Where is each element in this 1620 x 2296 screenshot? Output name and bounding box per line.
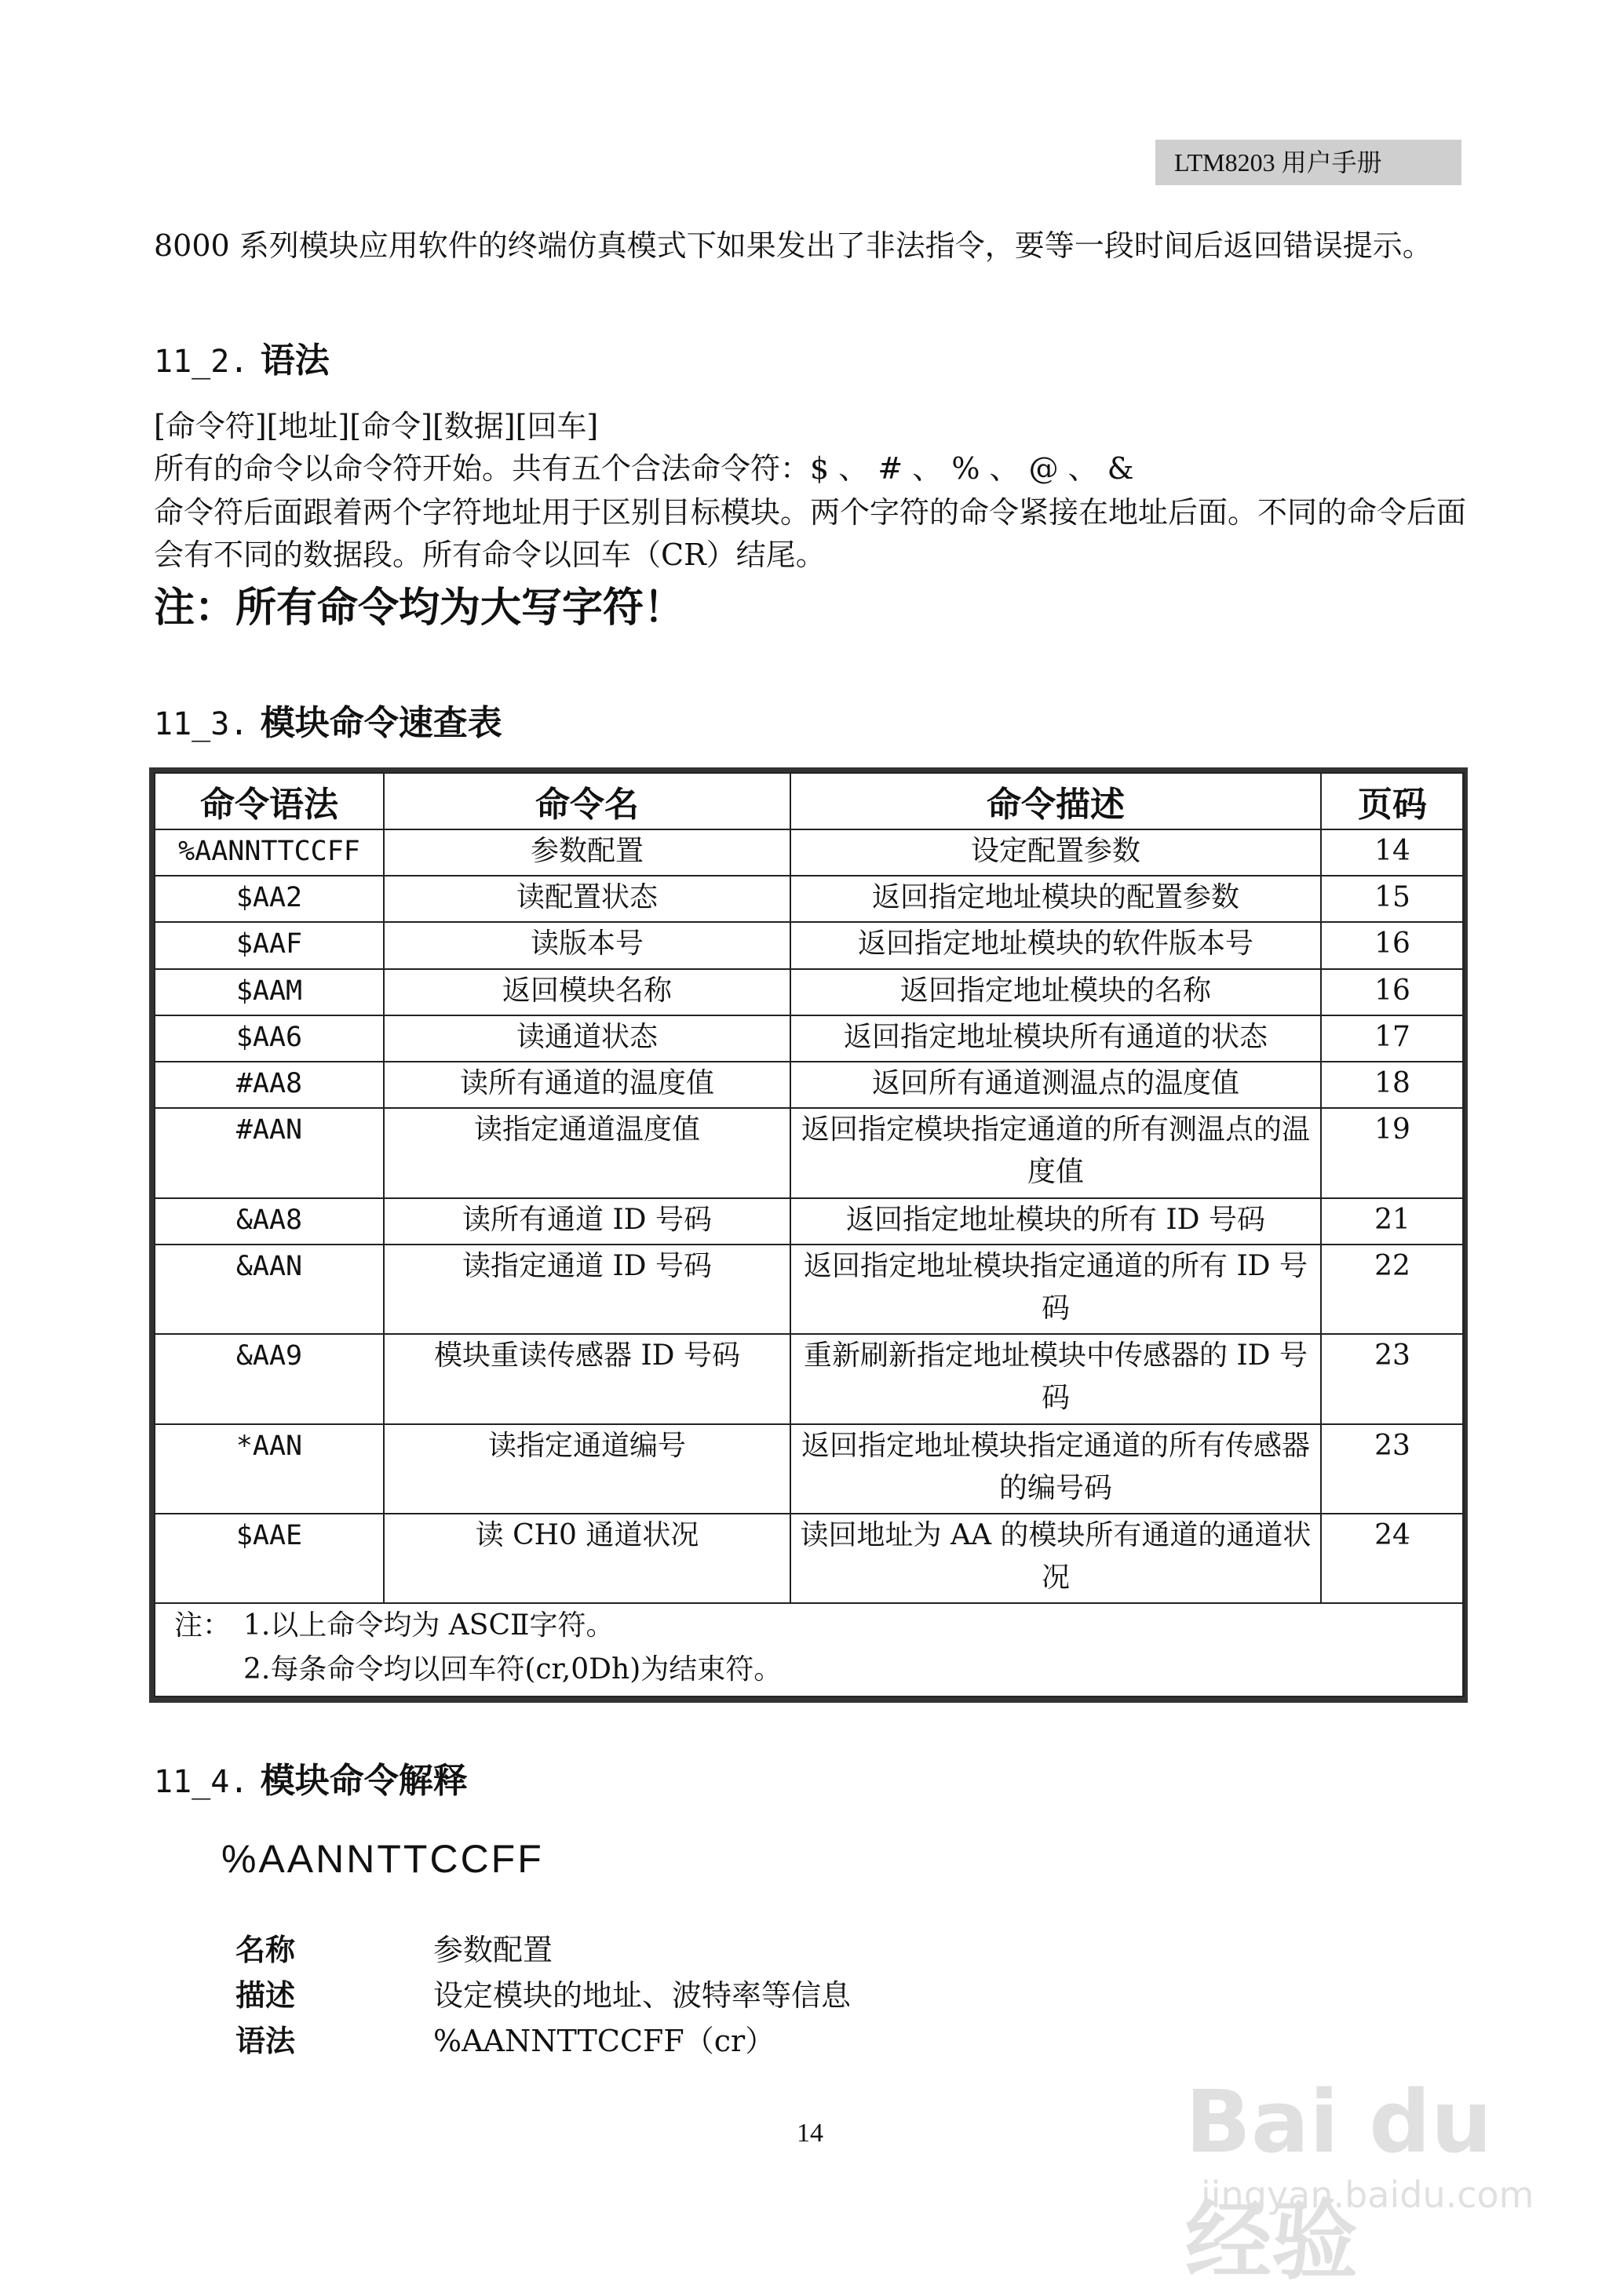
table-header-row xyxy=(155,773,1464,829)
cell-command: $AAF xyxy=(155,922,384,968)
watermark-url: jingyan.baidu.com xyxy=(1201,2174,1534,2216)
field-value: 设定模块的地址、波特率等信息 xyxy=(433,1978,852,2013)
cell-name: 读所有通道 ID 号码 xyxy=(384,1198,790,1245)
cell-command: #AAN xyxy=(155,1108,384,1197)
explain-heading-title: 模块命令解释 xyxy=(260,1761,468,1801)
table-row xyxy=(155,1514,1464,1603)
cell-page: 22 xyxy=(1321,1245,1464,1334)
cell-name: 参数配置 xyxy=(384,829,790,876)
cell-description: 返回指定地址模块的所有 ID 号码 xyxy=(790,1198,1321,1245)
syntax-heading xyxy=(154,337,330,385)
cell-page: 24 xyxy=(1321,1514,1464,1603)
cell-page: 18 xyxy=(1321,1062,1464,1108)
table-note-1-text: 1.以上命令均为 ASCⅡ字符。 xyxy=(243,1609,615,1642)
manual-header: LTM8203 用户手册 xyxy=(1155,140,1461,185)
table-row xyxy=(155,1062,1464,1108)
cell-name: 读指定通道 ID 号码 xyxy=(384,1245,790,1334)
table-row xyxy=(155,876,1464,922)
cell-description: 返回指定地址模块的软件版本号 xyxy=(790,922,1321,968)
cell-name: 返回模块名称 xyxy=(384,969,790,1015)
field-label: 名称 xyxy=(235,1933,296,1967)
cell-command: *AAN xyxy=(155,1424,384,1514)
header-page: 页码 xyxy=(1321,773,1464,829)
field-value: %AANNTTCCFF（cr） xyxy=(433,2024,775,2058)
table-row xyxy=(155,1108,1464,1197)
table-notes xyxy=(155,1603,1464,1696)
cell-name: 读 CH0 通道状况 xyxy=(384,1514,790,1603)
intro-paragraph: 8000 系列模块应用软件的终端仿真模式下如果发出了非法指令，要等一段时间后返回错误提示。 xyxy=(154,228,1432,263)
field-row-syntax xyxy=(235,2018,775,2064)
cell-command: &AA8 xyxy=(155,1198,384,1245)
cell-page: 19 xyxy=(1321,1108,1464,1197)
table-row xyxy=(155,969,1464,1015)
table-notes-label: 注： xyxy=(174,1609,232,1642)
cell-description: 返回指定地址模块指定通道的所有 ID 号码 xyxy=(790,1245,1321,1334)
table-row xyxy=(155,1245,1464,1334)
cell-name: 读通道状态 xyxy=(384,1015,790,1062)
cell-command: #AA8 xyxy=(155,1062,384,1108)
cell-description: 读回地址为 AA 的模块所有通道的通道状况 xyxy=(790,1514,1321,1603)
field-value: 参数配置 xyxy=(433,1933,553,1967)
cell-description: 返回所有通道测温点的温度值 xyxy=(790,1062,1321,1108)
cell-page: 17 xyxy=(1321,1015,1464,1062)
table-heading-number: 11_3. xyxy=(154,706,249,742)
table-heading xyxy=(154,700,502,748)
table-row xyxy=(155,1334,1464,1423)
baidu-watermark xyxy=(1169,2064,1546,2291)
cell-name: 读配置状态 xyxy=(384,876,790,922)
field-label: 语法 xyxy=(235,2024,296,2058)
header-name: 命令名 xyxy=(384,773,790,829)
cell-command: $AA6 xyxy=(155,1015,384,1062)
syntax-line-2: 命令符后面跟着两个字符地址用于区别目标模块。两个字符的命令紧接在地址后面。不同的命令后面会有不同的数据段。所有命令以回车（CR）结尾。 xyxy=(154,495,1467,572)
explain-heading-number: 11_4. xyxy=(154,1764,249,1800)
watermark-brand: Bai du 经验 xyxy=(1185,2072,1493,2291)
cell-name: 读所有通道的温度值 xyxy=(384,1062,790,1108)
table-row xyxy=(155,1015,1464,1062)
header-syntax: 命令语法 xyxy=(155,773,384,829)
cell-page: 21 xyxy=(1321,1198,1464,1245)
cell-page: 16 xyxy=(1321,922,1464,968)
table-notes-row xyxy=(155,1603,1464,1696)
field-label: 描述 xyxy=(235,1978,296,2013)
syntax-heading-number: 11_2. xyxy=(154,344,249,380)
cell-command: &AA9 xyxy=(155,1334,384,1423)
command-table xyxy=(154,772,1465,1697)
cell-command: $AAM xyxy=(155,969,384,1015)
table-note-2 xyxy=(174,1648,1458,1692)
cell-name: 读指定通道编号 xyxy=(384,1424,790,1514)
cell-name: 读版本号 xyxy=(384,922,790,968)
cell-description: 重新刷新指定地址模块中传感器的 ID 号码 xyxy=(790,1334,1321,1423)
cell-page: 23 xyxy=(1321,1424,1464,1514)
field-row-name xyxy=(235,1927,553,1973)
page-number: 14 xyxy=(797,2119,823,2148)
syntax-format: [命令符][地址][命令][数据][回车] xyxy=(154,409,599,443)
table-row xyxy=(155,1198,1464,1245)
cell-page: 23 xyxy=(1321,1334,1464,1423)
explain-heading xyxy=(154,1758,468,1806)
cell-command: &AAN xyxy=(155,1245,384,1334)
field-row-description xyxy=(235,1973,851,2018)
table-heading-title: 模块命令速查表 xyxy=(260,703,502,743)
cell-description: 设定配置参数 xyxy=(790,829,1321,876)
cell-name: 读指定通道温度值 xyxy=(384,1108,790,1197)
cell-description: 返回指定地址模块所有通道的状态 xyxy=(790,1015,1321,1062)
uppercase-note: 注：所有命令均为大写字符！ xyxy=(154,585,685,632)
table-row xyxy=(155,922,1464,968)
cell-page: 16 xyxy=(1321,969,1464,1015)
cell-description: 返回指定模块指定通道的所有测温点的温度值 xyxy=(790,1108,1321,1197)
cell-name: 模块重读传感器 ID 号码 xyxy=(384,1334,790,1423)
table-note-2-text: 2.每条命令均以回车符(cr,0Dh)为结束符。 xyxy=(243,1653,783,1686)
command-title: %AANNTTCCFF xyxy=(221,1837,544,1881)
cell-command: $AA2 xyxy=(155,876,384,922)
cell-page: 14 xyxy=(1321,829,1464,876)
command-table-frame xyxy=(149,767,1468,1703)
syntax-line-1: 所有的命令以命令符开始。共有五个合法命令符：$ 、 # 、 % 、 @ 、 & xyxy=(154,451,1134,486)
cell-description: 返回指定地址模块的配置参数 xyxy=(790,876,1321,922)
header-description: 命令描述 xyxy=(790,773,1321,829)
cell-command: $AAE xyxy=(155,1514,384,1603)
table-note-1 xyxy=(174,1604,1458,1648)
cell-description: 返回指定地址模块指定通道的所有传感器的编号码 xyxy=(790,1424,1321,1514)
cell-description: 返回指定地址模块的名称 xyxy=(790,969,1321,1015)
syntax-heading-title: 语法 xyxy=(260,341,330,381)
cell-command: %AANNTTCCFF xyxy=(155,829,384,876)
table-row xyxy=(155,829,1464,876)
table-row xyxy=(155,1424,1464,1514)
cell-page: 15 xyxy=(1321,876,1464,922)
